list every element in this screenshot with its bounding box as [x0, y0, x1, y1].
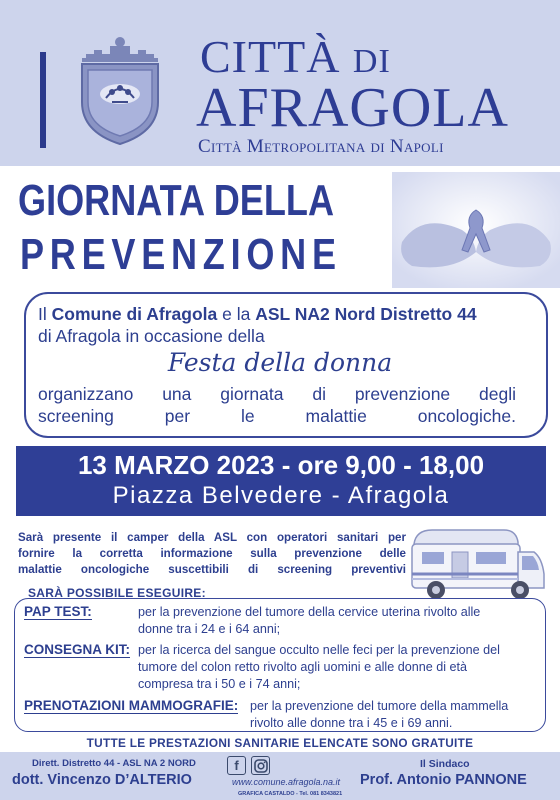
- event-place: Piazza Belvedere - Afragola: [112, 482, 450, 509]
- free-services-note: TUTTE LE PRESTAZIONI SANITARIE ELENCATE SONO GRATUITE: [86, 736, 474, 750]
- mayor-title: Il Sindaco: [420, 758, 470, 770]
- test-label-kit: CONSEGNA KIT:: [24, 642, 131, 657]
- festa-title: Festa della donna: [167, 348, 393, 377]
- event-title-line2: PREVENZIONE: [20, 230, 342, 279]
- city-crest-icon: [72, 32, 168, 146]
- camper-text-line1: Sarà presente il camper della ASL con operatori sanitari per: [18, 531, 406, 544]
- camper-text-line2: fornire la corretta informazione sulla prevenzione delle: [18, 547, 406, 560]
- event-title-line1: GIORNATA DELLA: [18, 176, 335, 225]
- event-date-band: [16, 446, 546, 516]
- test-label-mammo: PRENOTAZIONI MAMMOGRAFIE:: [24, 698, 239, 713]
- director-name: dott. Vincenzo D’ALTERIO: [12, 772, 192, 788]
- intro-line2: di Afragola in occasione della: [38, 326, 265, 346]
- city-subtitle: Città Metropolitana di Napoli: [198, 136, 444, 157]
- header-band: [0, 0, 560, 166]
- intro-line4: screening per le malattie oncologiche.: [38, 406, 516, 426]
- graphic-credit: GRAFICA CASTALDO - Tel. 081 8343821: [238, 791, 343, 797]
- camper-icon: [408, 522, 548, 604]
- event-date-time: 13 MARZO 2023 - ore 9,00 - 18,00: [77, 450, 485, 480]
- test-desc-kit-3: compresa tra i 50 e i 74 anni;: [138, 677, 301, 691]
- test-desc-pap-1: per la prevenzione del tumore della cervice uterina rivolto alle: [138, 605, 481, 619]
- test-desc-pap-2: donne tra i 24 e i 64 anni;: [138, 622, 281, 636]
- mayor-name: Prof. Antonio PANNONE: [360, 772, 527, 788]
- city-title-line2: AFRAGOLA: [196, 77, 509, 139]
- test-desc-kit-2: tumore del colon retto rivolto agli uomini e alle donne di età: [138, 660, 468, 674]
- test-desc-kit-1: per la ricerca del sangue occulto nelle feci per la prevenzione del: [138, 643, 500, 657]
- intro-line1: Il Comune di Afragola e la ASL NA2 Nord Distretto 44: [38, 304, 477, 324]
- footer-band: [0, 752, 560, 800]
- city-title-line1: CITTÀ DI: [200, 31, 391, 82]
- hands-ribbon-icon: [392, 172, 560, 288]
- test-desc-mammo-2: rivolto alle donne tra i 45 e i 69 anni.: [250, 716, 453, 730]
- website-link[interactable]: www.comune.afragola.na.it: [232, 777, 341, 787]
- camper-text-line3: malattie oncologiche suscettibili di screening preventivi: [18, 563, 406, 576]
- test-label-pap: PAP TEST:: [24, 604, 92, 619]
- instagram-icon[interactable]: [251, 756, 270, 775]
- social-icons: [227, 756, 271, 776]
- header-stripe: [40, 52, 46, 148]
- tests-heading: SARÀ POSSIBILE ESEGUIRE:: [28, 586, 206, 600]
- facebook-icon[interactable]: f: [227, 756, 246, 775]
- test-desc-mammo-1: per la prevenzione del tumore della mammella: [250, 699, 509, 713]
- intro-line3: organizzano una giornata di prevenzione degli: [38, 384, 516, 404]
- director-title: Dirett. Distretto 44 - ASL NA 2 NORD: [32, 758, 196, 769]
